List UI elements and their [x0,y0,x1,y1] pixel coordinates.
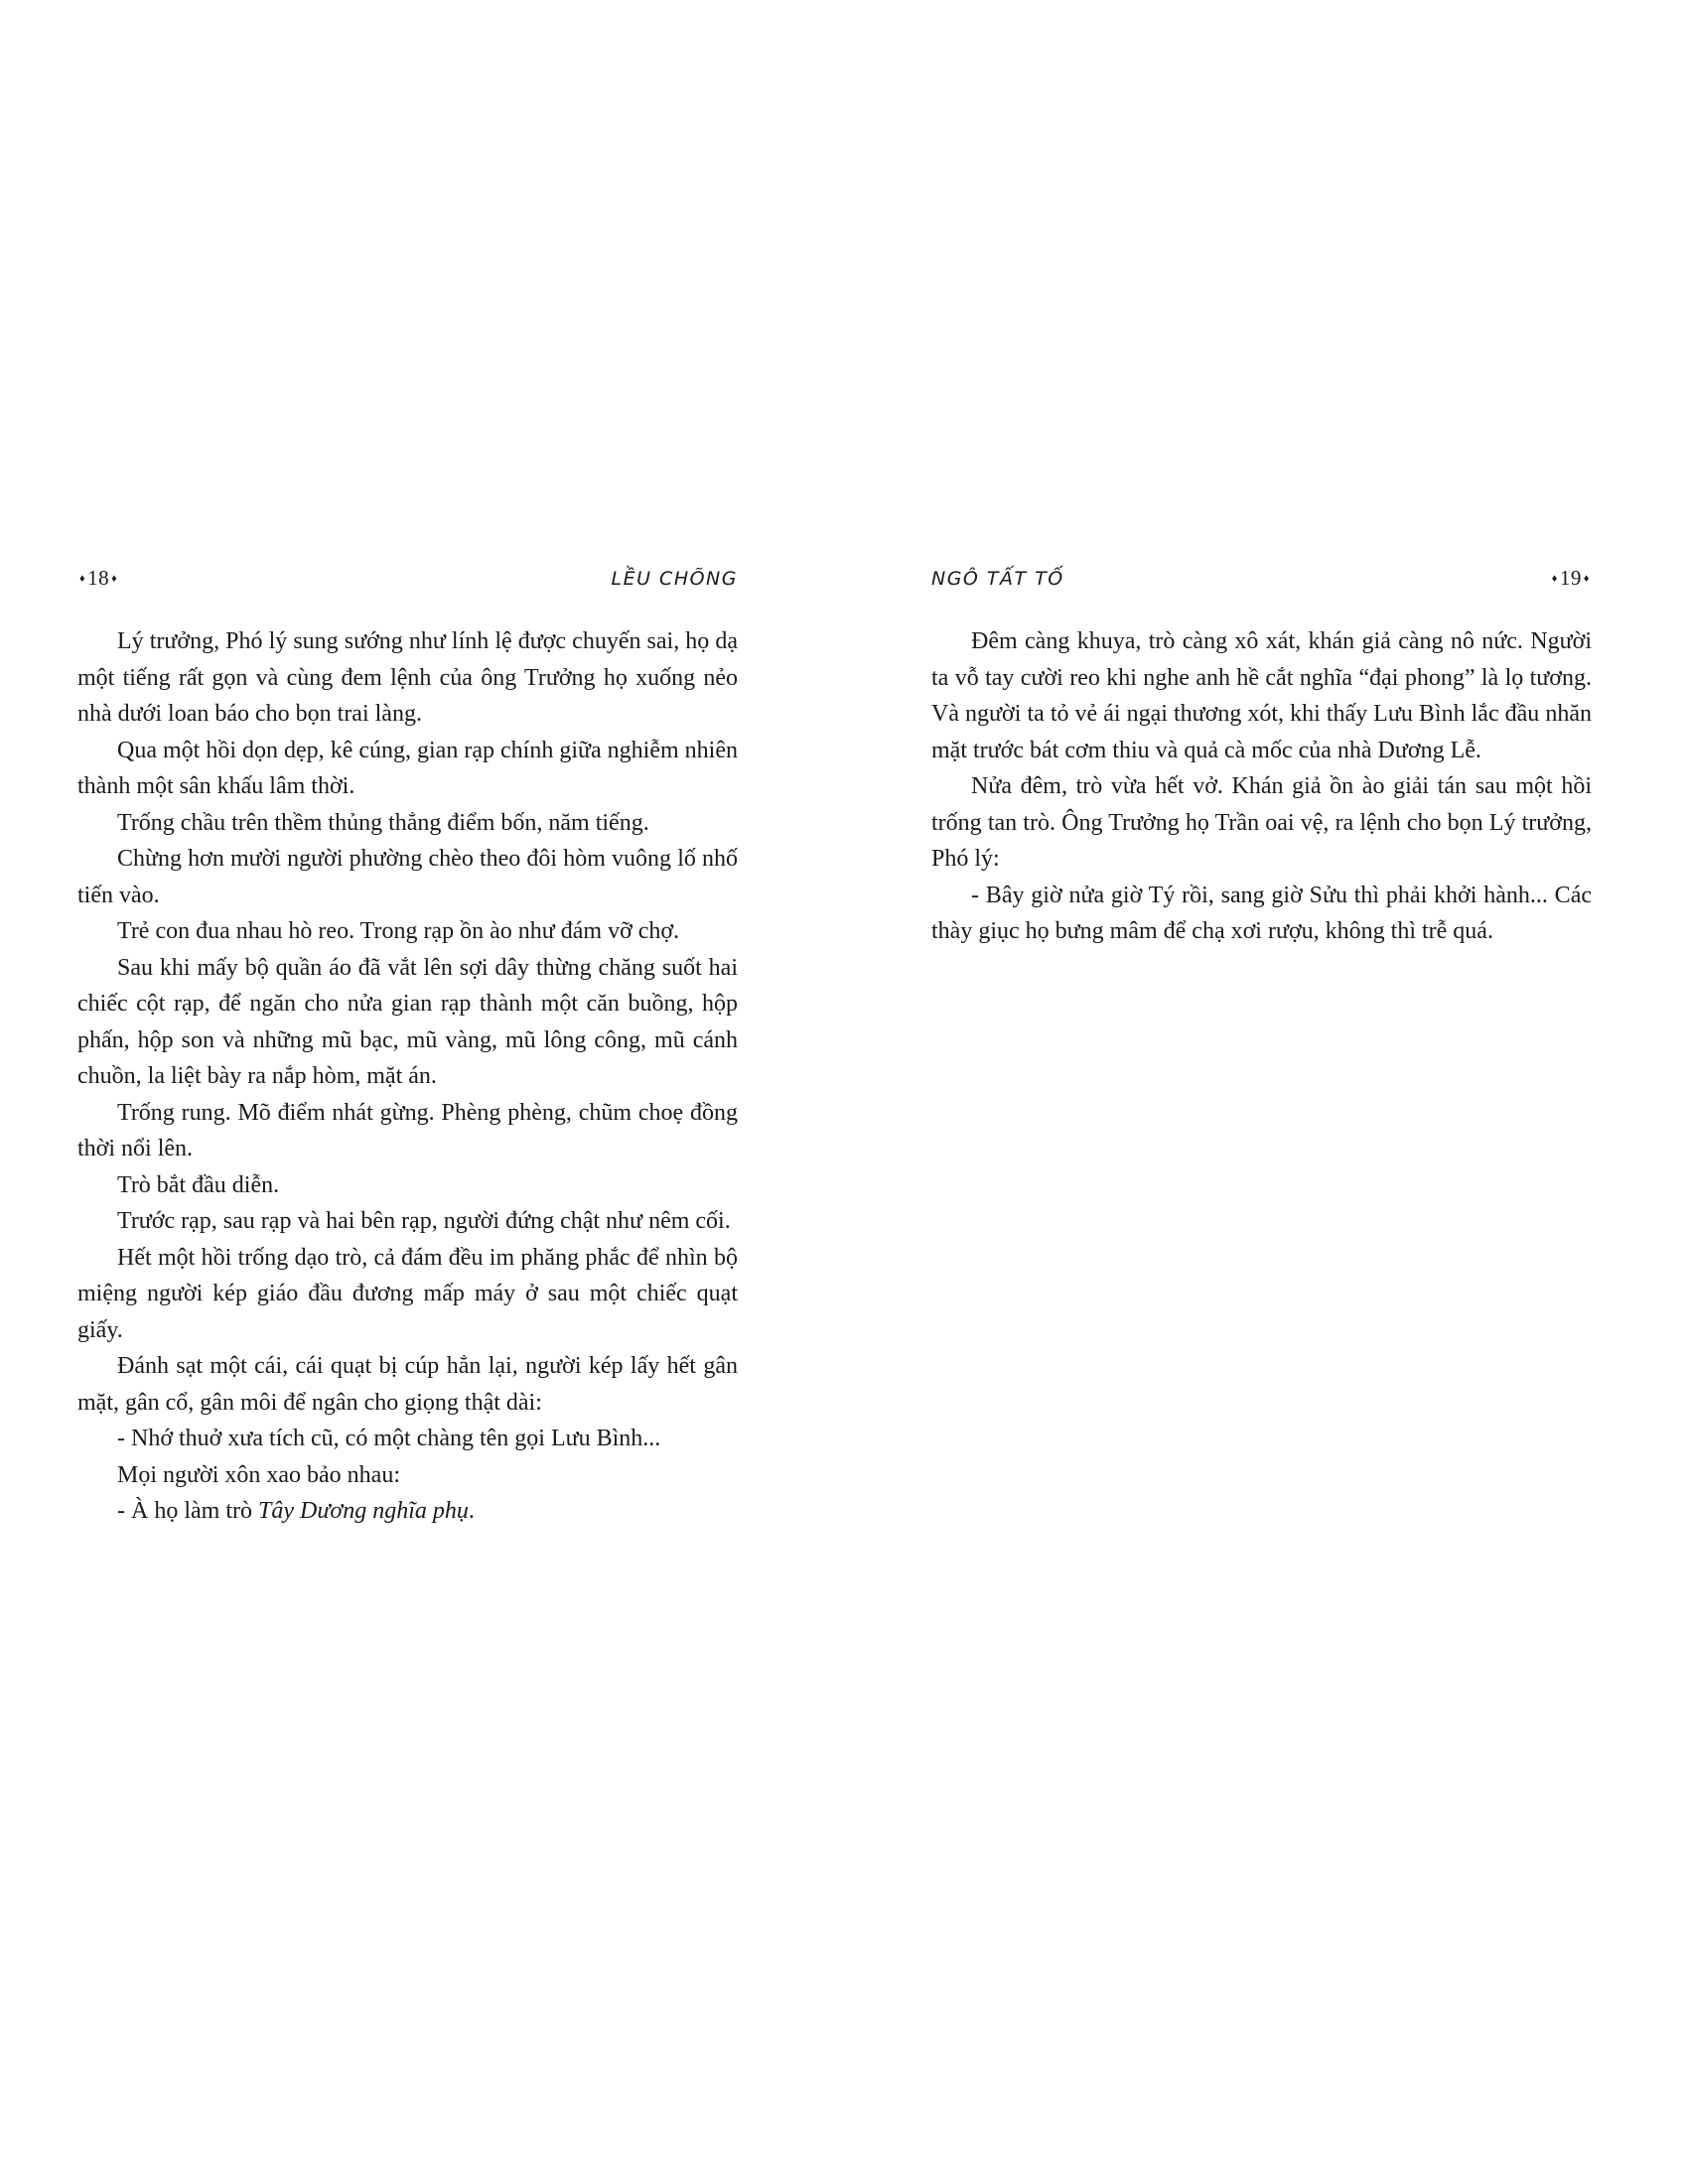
left-running-head [77,566,738,606]
paragraph: Chừng hơn mười người phường chèo theo đôi hòm vuông lố nhố tiến vào. [77,846,738,908]
ornament-diamond-icon: ♦ [79,573,86,585]
left-body-text [77,623,738,1530]
paragraph: Trước rạp, sau rạp và hai bên rạp, người đứng chật như nêm cối. [117,1208,731,1234]
paragraph: Nửa đêm, trò vừa hết vở. Khán giả ồn ào giải tán sau một hồi trống tan trò. Ông Trưởng họ Trần oai vệ, ra lệnh cho bọn Lý trưởng, Phó lý: [931,773,1592,872]
ornament-diamond-icon: ♦ [1551,573,1558,585]
paragraph: Sau khi mấy bộ quần áo đã vắt lên sợi dây thừng chăng suốt hai chiếc cột rạp, để ngăn cho nửa gian rạp thành một căn buồng, hộp phấn, hộp son và những mũ bạc, mũ vàng, mũ lông công, mũ cánh chuồn, la liệt bày ra nắp hòm, mặt án. [77,954,738,1089]
right-running-head [931,566,1592,606]
right-page-number [1550,566,1592,591]
paragraph: - Bây giờ nửa giờ Tý rồi, sang giờ Sửu thì phải khởi hành... Các thày giục họ bưng mâm để chạ xơi rượu, không thì trễ quá. [931,882,1592,944]
page-number-text: 19 [1559,566,1582,590]
paragraph: Hết một hồi trống dạo trò, cả đám đều im phăng phắc để nhìn bộ miệng người kép giáo đầu đương mấp máy ở sau một chiếc quạt giấy. [77,1244,738,1343]
paragraph: - Nhớ thuở xưa tích cũ, có một chàng tên gọi Lưu Bình... [117,1426,661,1451]
paragraph: Lý trưởng, Phó lý sung sướng như lính lệ được chuyến sai, họ dạ một tiếng rất gọn và cùng đem lệnh của ông Trưởng họ xuống nẻo nhà dưới loan báo cho bọn trai làng. [77,628,738,727]
page-number-text: 18 [87,566,110,590]
right-body-text [931,623,1592,950]
text-segment: . [468,1498,475,1524]
ornament-diamond-icon: ♦ [1583,573,1590,585]
left-page [77,566,738,1530]
book-title-header: LỀU CHÕNG [611,568,738,590]
paragraph: Trống rung. Mõ điểm nhát gừng. Phèng phèng, chũm choẹ đồng thời nổi lên. [77,1099,738,1161]
paragraph: Trò bắt đầu diễn. [117,1171,280,1198]
paragraph: Đêm càng khuya, trò càng xô xát, khán giả càng nô nức. Người ta vỗ tay cười reo khi nghe anh hề cắt nghĩa “đại phong” là lọ tương. Và người ta tỏ vẻ ái ngại thương xót, khi thấy Lưu Bình lắc đầu nhăn mặt trước bát cơm thiu và quả cà mốc của nhà Dương Lễ. [931,628,1592,763]
ornament-diamond-icon: ♦ [111,573,118,585]
paragraph: Đánh sạt một cái, cái quạt bị cúp hẳn lại, người kép lấy hết gân mặt, gân cổ, gân môi để ngân cho giọng thật dài: [77,1353,738,1416]
paragraph: Mọi người xôn xao bảo nhau: [117,1461,400,1488]
paragraph: Qua một hồi dọn dẹp, kê cúng, gian rạp chính giữa nghiễm nhiên thành một sân khấu lâm thời. [77,737,738,799]
paragraph: Trẻ con đua nhau hò reo. Trong rạp ồn ào như đám vỡ chợ. [117,918,680,944]
paragraph-last [77,1493,738,1530]
right-page [931,566,1592,950]
paragraph: Trống chầu trên thềm thủng thẳng điểm bốn, năm tiếng. [117,809,649,836]
text-segment: - À họ làm trò [117,1498,258,1524]
left-page-number [77,566,119,591]
play-title: Tây Dương nghĩa phụ [257,1498,469,1524]
author-name-header: NGÔ TẤT TỐ [931,568,1064,590]
